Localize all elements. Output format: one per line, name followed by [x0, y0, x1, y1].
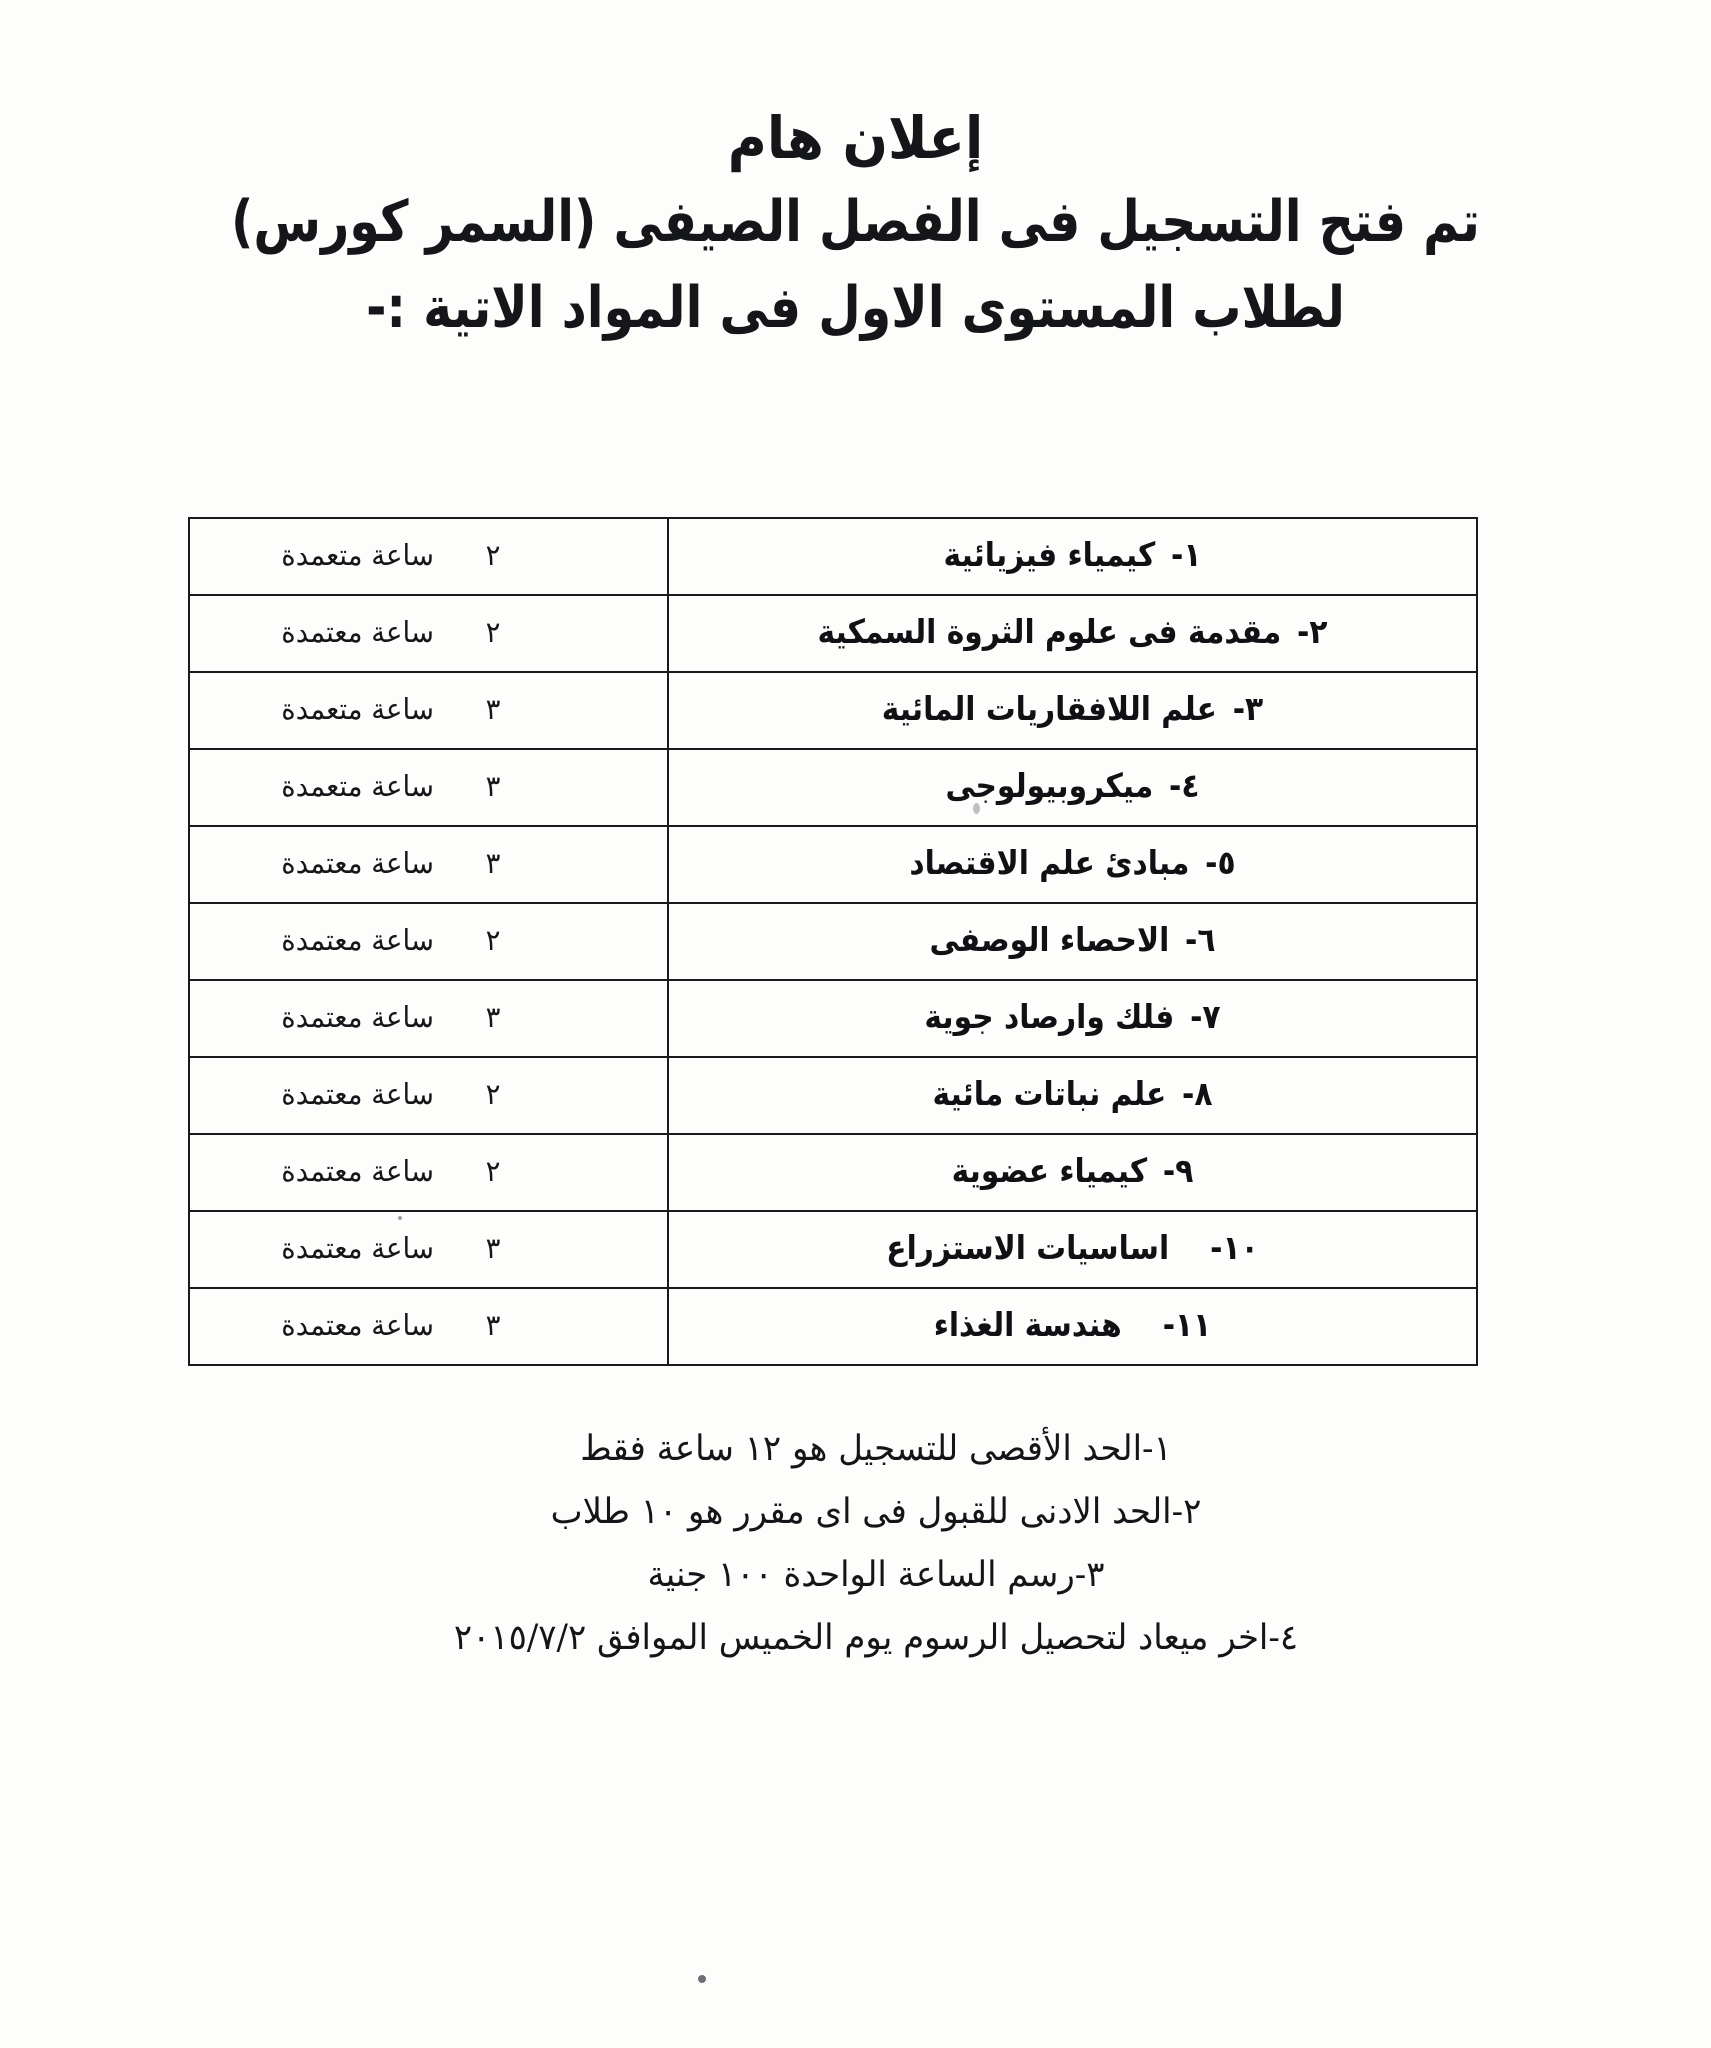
subject-cell — [668, 749, 1477, 826]
subject-cell — [668, 1134, 1477, 1211]
page-title: إعلان هام — [727, 104, 984, 172]
hours-cell — [189, 903, 668, 980]
hours-cell — [189, 826, 668, 903]
table-row — [189, 826, 1477, 903]
hours-unit: ساعة معتمدة — [281, 922, 434, 957]
subject-name: هندسة الغذاء — [933, 1305, 1122, 1344]
row-number: ٧- — [1190, 997, 1221, 1036]
scan-artifact — [973, 803, 980, 814]
subject-cell — [668, 672, 1477, 749]
subject-name: علم نباتات مائية — [932, 1074, 1167, 1113]
scan-artifact — [698, 1975, 706, 1983]
hours-value: ٣ — [485, 1307, 501, 1342]
hours-cell — [189, 595, 668, 672]
hours-value: ٣ — [485, 691, 501, 726]
note-item: ٣-رسم الساعة الواحدة ١٠٠ جنية — [647, 1555, 1105, 1595]
hours-unit: ساعة معتمدة — [281, 1076, 434, 1111]
hours-value: ٣ — [485, 999, 501, 1034]
hours-cell — [189, 1057, 668, 1134]
subject-cell — [668, 595, 1477, 672]
subject-cell — [668, 826, 1477, 903]
hours-value: ٢ — [485, 922, 501, 957]
subject-name: اساسيات الاستزراع — [886, 1228, 1170, 1267]
hours-value: ٢ — [485, 1076, 501, 1111]
table-row — [189, 518, 1477, 595]
subject-cell — [668, 1057, 1477, 1134]
heading-line-2: لطلاب المستوى الاول فى المواد الاتية :- — [366, 274, 1345, 341]
hours-cell — [189, 1288, 668, 1365]
subject-name: فلك وارصاد جوية — [924, 997, 1175, 1036]
row-number: ٤- — [1169, 766, 1200, 805]
subject-cell — [668, 1288, 1477, 1365]
hours-unit: ساعة معتمدة — [281, 1153, 434, 1188]
hours-unit: ساعة معتمدة — [281, 1230, 434, 1265]
hours-unit: ساعة متعمدة — [281, 768, 434, 803]
row-number: ١٠- — [1210, 1228, 1259, 1267]
subject-cell — [668, 518, 1477, 595]
table-row — [189, 1057, 1477, 1134]
hours-unit: ساعة متعمدة — [281, 691, 434, 726]
hours-unit: ساعة معتمدة — [281, 1307, 434, 1342]
subject-name: كيمياء عضوية — [951, 1151, 1148, 1190]
note-item: ٢-الحد الادنى للقبول فى اى مقرر هو ١٠ طلاب — [550, 1492, 1202, 1532]
hours-cell — [189, 1211, 668, 1288]
hours-value: ٢ — [485, 614, 501, 649]
hours-cell — [189, 518, 668, 595]
hours-unit: ساعة معتمدة — [281, 614, 434, 649]
subject-cell — [668, 980, 1477, 1057]
table-row — [189, 1211, 1477, 1288]
notes-list — [231, 1429, 1521, 1658]
row-number: ١١- — [1162, 1305, 1212, 1344]
row-number: ١- — [1171, 535, 1202, 574]
subject-name: كيمياء فيزيائية — [943, 535, 1156, 574]
table-row — [189, 749, 1477, 826]
subject-name: علم اللافقاريات المائية — [881, 689, 1217, 728]
hours-unit: ساعة معتمدة — [281, 845, 434, 880]
subject-name: الاحصاء الوصفى — [929, 920, 1170, 959]
subject-cell — [668, 903, 1477, 980]
courses-table — [188, 517, 1478, 1366]
table-row — [189, 672, 1477, 749]
hours-value: ٣ — [485, 845, 501, 880]
note-item: ١-الحد الأقصى للتسجيل هو ١٢ ساعة فقط — [580, 1429, 1172, 1469]
row-number: ٦- — [1185, 920, 1216, 959]
table-row — [189, 980, 1477, 1057]
table-row — [189, 595, 1477, 672]
hours-value: ٢ — [485, 1153, 501, 1188]
subject-name: ميكروبيولوجى — [945, 766, 1154, 805]
table-row — [189, 1134, 1477, 1211]
note-item: ٤-اخر ميعاد لتحصيل الرسوم يوم الخميس الموافق ٢٠١٥/٧/٢ — [453, 1618, 1299, 1658]
subject-cell — [668, 1211, 1477, 1288]
hours-unit: ساعة متعمدة — [281, 537, 434, 572]
hours-cell — [189, 749, 668, 826]
hours-value: ٣ — [485, 768, 501, 803]
row-number: ٨- — [1182, 1074, 1213, 1113]
row-number: ٢- — [1297, 612, 1328, 651]
hours-unit: ساعة معتمدة — [281, 999, 434, 1034]
row-number: ٥- — [1205, 843, 1236, 882]
heading-line-1: تم فتح التسجيل فى الفصل الصيفى (السمر كورس) — [231, 188, 1480, 255]
hours-cell — [189, 980, 668, 1057]
subject-name: مقدمة فى علوم الثروة السمكية — [817, 612, 1282, 651]
courses-table-body — [189, 518, 1477, 1365]
row-number: ٩- — [1162, 1151, 1194, 1190]
hours-cell — [189, 1134, 668, 1211]
hours-value: ٢ — [485, 537, 501, 572]
heading-block — [0, 104, 1711, 345]
table-row — [189, 1288, 1477, 1365]
row-number: ٣- — [1232, 689, 1264, 728]
hours-value: ٣ — [485, 1230, 501, 1265]
hours-cell — [189, 672, 668, 749]
scan-artifact — [398, 1216, 402, 1220]
table-row — [189, 903, 1477, 980]
subject-name: مبادئ علم الاقتصاد — [909, 843, 1190, 882]
